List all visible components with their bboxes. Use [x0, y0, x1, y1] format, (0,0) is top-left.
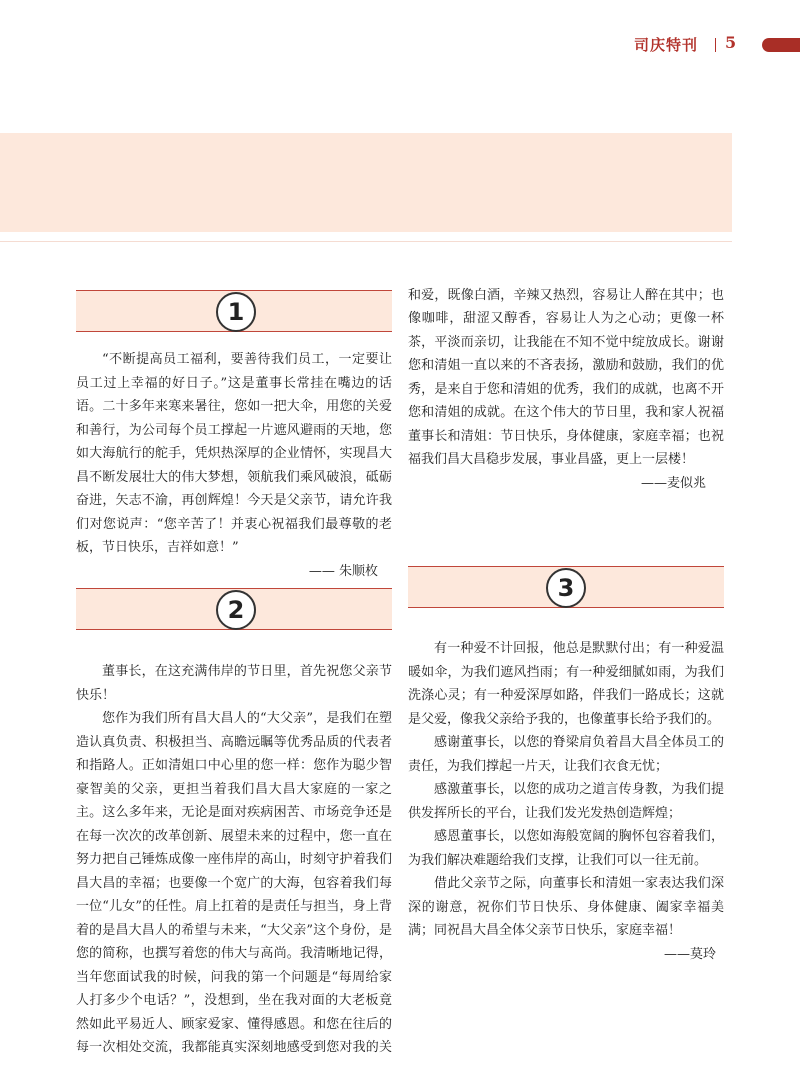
section-1-paragraph: “不断提高员工福利，要善待我们员工，一定要让员工过上幸福的好日子。”这是董事长常挂在嘴边的话语。二十多年来寒来暑往，您如一把大伞，用您的关爱和善行，为公司每个员工撑起一片遮风避雨的天地，您如大海航行的舵手，凭炽热深厚的企业情怀，实现昌大昌不断发展壮大的伟大梦想，领航我们乘风破浪，砥砺奋进，矢志不渝，再创辉煌！今天是父亲节，请允许我们对您说声：“您辛苦了！并衷心祝福我们最尊敬的老板，节日快乐，吉祥如意！” — [76, 352, 392, 555]
header-tab-decoration — [762, 38, 800, 52]
section-3-paragraph: 有一种爱不计回报，他总是默默付出；有一种爱温暖如伞，为我们遮风挡雨；有一种爱细腻如雨，为我们洗涤心灵；有一种爱深厚如路，伴我们一路成长；这就是父爱，像我父亲给予我的，也像董事长给予我们的。 — [408, 641, 724, 727]
banner-rule — [0, 241, 732, 242]
section-1-signature: —— 朱顺枚 — [308, 563, 378, 579]
section-1-number: 1 — [216, 292, 256, 332]
section-3-signature: ——莫玲 — [663, 946, 716, 962]
section-2-signature: ——麦似兆 — [640, 475, 706, 491]
section-1-body — [76, 348, 392, 583]
section-2-number: 2 — [216, 590, 256, 630]
header-separator — [715, 38, 716, 52]
page-number: 5 — [725, 33, 737, 52]
header-title: 司庆特刊 — [634, 36, 699, 54]
section-2-body-right — [408, 284, 724, 686]
section-2-body-left — [76, 660, 392, 1062]
section-2-paragraph-continued: 和爱，既像白酒，辛辣又热烈，容易让人醉在其中；也像咖啡，甜涩又醇香，容易让人为之心动；更像一杯茶，平淡而亲切，让我能在不知不觉中绽放成长。谢谢您和清姐一直以来的不吝表扬，激励和鼓励，我们的优秀，是来自于您和清姐的优秀，我们的成就，也离不开您和清姐的成就。在这个伟大的节日里，我和家人祝福董事长和清姐：节日快乐，身体健康，家庭幸福；也祝福我们昌大昌稳步发展，事业昌盛，更上一层楼！ — [408, 287, 724, 467]
section-2-paragraph: 您作为我们所有昌大昌人的“大父亲”，是我们在塑造认真负责、积极担当、高瞻远瞩等优秀品质的代表者和指路人。正如清姐口中心里的您一样：您作为聪少智豪智美的父亲，更担当着我们昌大昌大家庭的一家之主。这么多年来，无论是面对疾病困苦、市场竞争还是在每一次次的改革创新、展望未来的过程中，您一直在努力把自己锤炼成像一座伟岸的高山，时刻守护着我们昌大昌的幸福；也要像一个宽广的大海，包容着我们每一位“儿女”的任性。肩上扛着的是责任与担当，身上背着的是昌大昌人的希望与未来，“大父亲”这个身份，是您的简称，也撰写着您的伟大与高尚。我清晰地记得，当年您面试我的时候，问我的第一个问题是“每周给家人打多少个电话？”，没想到，坐在我对面的大老板竟然如此平易近人、顾家爱家、懂得感恩。和您在往后的每一次相处交流，我都能真实深刻地感受到您对我的关 — [76, 711, 392, 1055]
section-3-paragraph: 借此父亲节之际，向董事长和清姐一家表达我们深深的谢意，祝你们节日快乐、身体健康、阖家幸福美满；同祝昌大昌全体父亲节日快乐，家庭幸福！ — [408, 876, 724, 938]
banner-band — [0, 133, 732, 232]
section-3-paragraph: 感谢董事长，以您的脊梁肩负着昌大昌全体员工的责任，为我们撑起一片天，让我们衣食无忧； — [408, 735, 724, 774]
section-3-number: 3 — [546, 568, 586, 608]
section-3-paragraph: 感激董事长，以您的成功之道言传身教，为我们提供发挥所长的平台，让我们发光发热创造辉煌； — [408, 782, 724, 821]
section-2-paragraph: 董事长，在这充满伟岸的节日里，首先祝您父亲节快乐！ — [76, 664, 392, 703]
section-3-body — [408, 637, 724, 966]
section-3-paragraph: 感恩董事长，以您如海般宽阔的胸怀包容着我们，为我们解决难题给我们支撑，让我们可以一往无前。 — [408, 829, 724, 868]
